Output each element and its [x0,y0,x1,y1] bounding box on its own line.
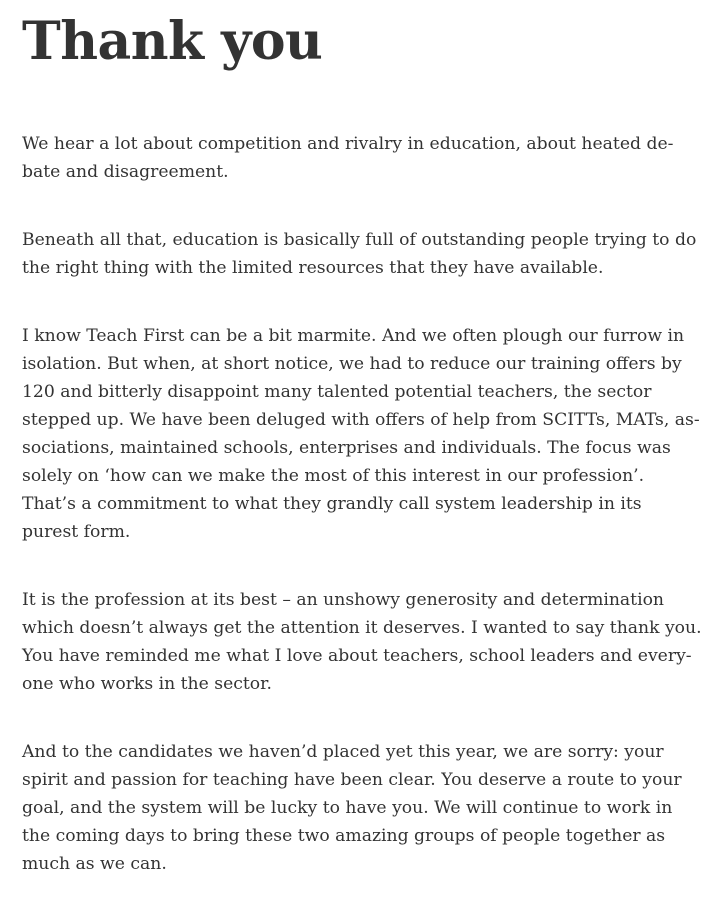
paragraph-line: purest form. [22,522,131,542]
paragraph-line: which doesn’t always get the attention it deserves. I wanted to say thank you. [22,618,702,638]
article-body [22,130,706,878]
paragraph-line: one who works in the sector. [22,674,272,694]
paragraph-line: I know Teach First can be a bit marmite. And we often plough our furrow in [22,326,685,346]
paragraph-line: solely on ‘how can we make the most of this interest in our profession’. [22,466,645,486]
paragraph-2 [22,226,706,282]
paragraph-line: isolation. But when, at short notice, we had to reduce our training offers by [22,354,682,374]
paragraph-line: the right thing with the limited resources that they have available. [22,258,604,278]
paragraph-4 [22,586,706,698]
paragraph-line: stepped up. We have been deluged with offers of help from SCITTs, MATs, as- [22,410,700,430]
paragraph-line: sociations, maintained schools, enterprises and individuals. The focus was [22,438,671,458]
paragraph-1 [22,130,706,186]
paragraph-line: bate and disagreement. [22,162,229,182]
paragraph-line: 120 and bitterly disappoint many talented potential teachers, the sector [22,382,652,402]
paragraph-line: the coming days to bring these two amazing groups of people together as [22,826,666,846]
paragraph-line: That’s a commitment to what they grandly call system leadership in its [22,494,642,514]
paragraph-3 [22,322,706,546]
paragraph-line: We hear a lot about competition and rivalry in education, about heated de- [22,134,674,154]
paragraph-line: much as we can. [22,854,167,874]
paragraph-line: Beneath all that, education is basically full of outstanding people trying to do [22,230,697,250]
paragraph-5 [22,738,706,878]
article-title: Thank you [22,11,323,72]
article [22,0,706,918]
paragraph-line: goal, and the system will be lucky to have you. We will continue to work in [22,798,673,818]
paragraph-line: And to the candidates we haven’d placed yet this year, we are sorry: your [22,742,664,762]
paragraph-line: It is the profession at its best – an unshowy generosity and determination [22,590,664,610]
paragraph-line: You have reminded me what I love about teachers, school leaders and every- [22,646,692,666]
paragraph-line: spirit and passion for teaching have been clear. You deserve a route to your [22,770,682,790]
